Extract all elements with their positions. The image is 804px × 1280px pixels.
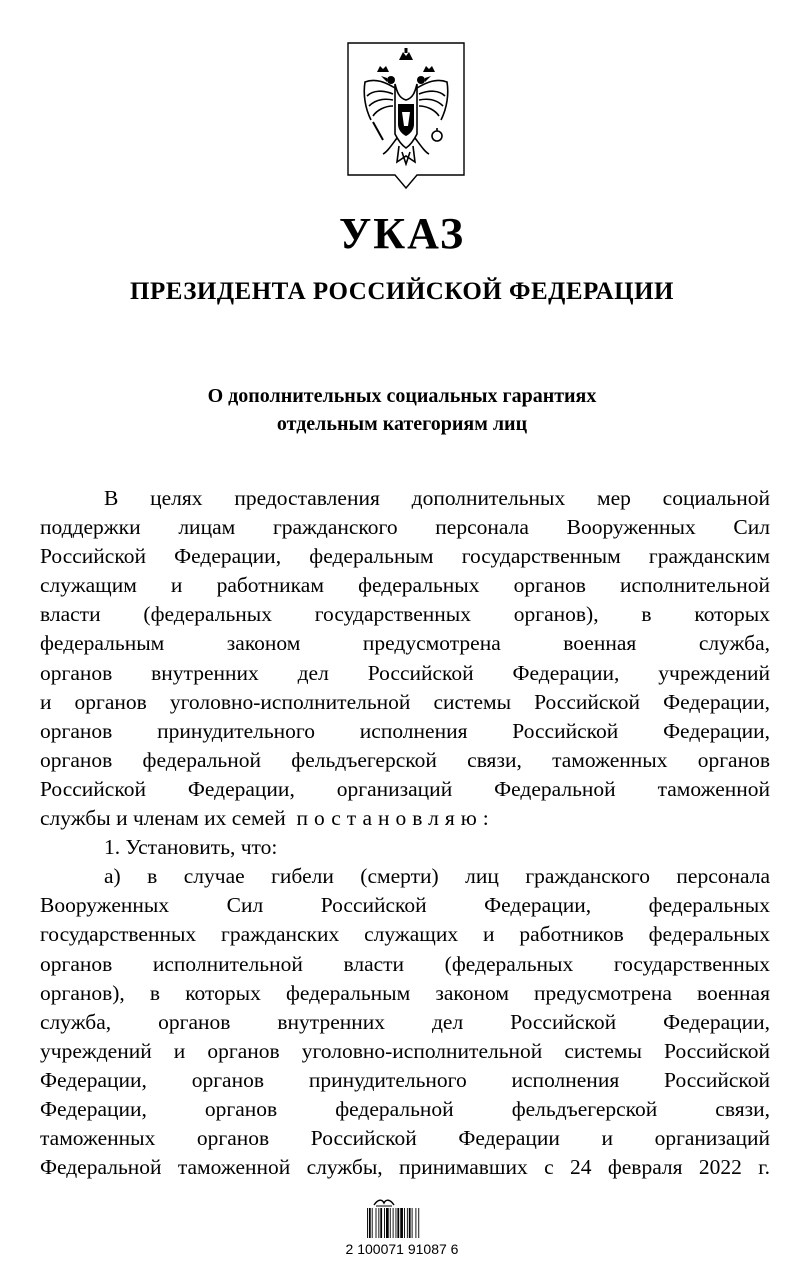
body-line: органов принудительного исполнения Российской Федерации,: [40, 718, 770, 743]
subitem-line: Федеральной таможенной службы, принимавших с 24 февраля 2022 г.: [40, 1155, 770, 1180]
body-line: и органов уголовно-исполнительной системы Российской Федерации,: [40, 689, 770, 714]
decree-word: постановляю:: [296, 806, 495, 831]
body-line: поддержки лицам гражданского персонала Вооруженных Сил: [40, 515, 770, 540]
subitem-line: государственных гражданских служащих и работников федеральных: [40, 922, 770, 947]
decree-line: [40, 804, 770, 833]
subitem-line: таможенных органов Российской Федерации и организаций: [40, 1126, 770, 1151]
subitem-line: учреждений и органов уголовно-исполнительной системы Российской: [40, 1038, 770, 1063]
body-line: органов внутренних дел Российской Федерации, учреждений: [40, 660, 770, 685]
decree-heading-line: О дополнительных социальных гарантиях: [207, 385, 597, 407]
subitem-line: служба, органов внутренних дел Российской Федерации,: [40, 1009, 770, 1034]
body-line: федеральным законом предусмотрена военная служба,: [40, 631, 770, 656]
body-line: органов федеральной фельдъегерской связи, таможенных органов: [40, 747, 770, 772]
decree-heading-line: отдельным категориям лиц: [276, 413, 528, 435]
body-line: Российской Федерации, организаций Федеральной таможенной: [40, 776, 770, 801]
body-line: В целях предоставления дополнительных мер социальной: [104, 486, 770, 510]
item-1-line: 1. Установить, что:: [104, 835, 278, 860]
subitem-line: Вооруженных Сил Российской Федерации, федеральных: [40, 893, 770, 918]
body-line: Российской Федерации, федеральным государственным гражданским: [40, 544, 770, 569]
subitem-line: Федерации, органов принудительного исполнения Российской: [40, 1067, 770, 1092]
subitem-line: органов), в которых федеральным законом предусмотрена военная: [40, 980, 770, 1005]
barcode-icon: [366, 1208, 439, 1238]
printer-mark-icon: [372, 1197, 396, 1207]
decree-heading: [0, 382, 804, 438]
barcode-number: 2 100071 91087 6: [345, 1241, 459, 1257]
document-subtitle: ПРЕЗИДЕНТА РОССИЙСКОЙ ФЕДЕРАЦИИ: [130, 278, 674, 305]
body-line: служащим и работникам федеральных органов исполнительной: [40, 573, 770, 598]
subitem-line: а) в случае гибели (смерти) лиц гражданского персонала: [104, 864, 770, 889]
document-title: УКАЗ: [338, 209, 466, 258]
document-body: [40, 484, 770, 1182]
body-line: власти (федеральных государственных органов), в которых: [40, 602, 770, 627]
coat-of-arms-emblem: [347, 42, 465, 190]
subitem-line: органов исполнительной власти (федеральных государственных: [40, 951, 770, 976]
decree-line-prefix: службы и членам их семей: [40, 806, 286, 831]
subitem-line: Федерации, органов федеральной фельдъегерской связи,: [40, 1096, 770, 1121]
